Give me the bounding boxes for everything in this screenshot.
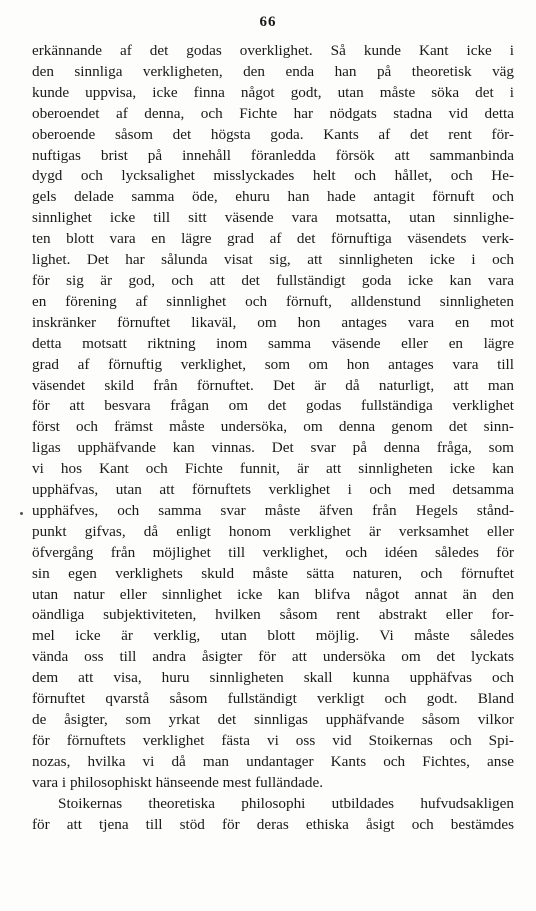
text-line: för sig är god, och att det fullständigt goda icke kan vara	[32, 271, 514, 289]
text-line: den sinnliga verkligheten, den enda han på theoretisk väg	[32, 62, 514, 80]
text-line: kunde uppvisa, icke finna något godt, utan måste söka det i	[32, 83, 514, 101]
text-line: punkt gifvas, då enligt honom verklighet är verksamhet eller	[32, 522, 514, 540]
text-line: grad af förnuftig verklighet, som om hon antages vara till	[32, 355, 514, 373]
text-line: en förening af sinnlighet och förnuft, alldenstund sinnligheten	[32, 292, 514, 310]
text-line: lighet. Det har sålunda visat sig, att sinnligheten icke i och	[32, 251, 514, 269]
text-line: vi hos Kant och Fichte funnit, är att sinnligheten icke kan	[32, 460, 514, 478]
text-line: förnuftet qvarstå såsom fullständigt verkligt och godt. Bland	[32, 690, 514, 708]
text-line: för förnuftets verklighet fästa vi oss vid Stoikernas och Spi-	[32, 731, 514, 749]
text-line: Stoikernas theoretiska philosophi utbildades hufvudsakligen	[58, 794, 514, 812]
text-line: ten blott vara en lägre grad af det förnuftiga väsendets verk-	[32, 230, 514, 248]
text-line: ligas upphäfvande kan vinnas. Det svar på denna fråga, som	[32, 439, 514, 457]
text-line: utan natur eller sinnlighet icke kan blifva något annat än den	[32, 585, 514, 603]
text-line: dem att visa, huru sinnligheten skall kunna upphäfvas och	[32, 669, 514, 687]
text-line: oändliga subjektiviteten, hvilken såsom rent abstrakt eller for-	[32, 606, 514, 624]
text-line: gels delade samma öde, ehuru han hade antagit förnuft och	[32, 188, 514, 206]
text-line: mel icke är verklig, utan blott möjlig. Vi måste således	[32, 627, 514, 645]
text-line: för att besvara frågan om det godas fullständiga verklighet	[32, 397, 514, 415]
margin-mark	[20, 512, 23, 515]
text-line: oberoendet af denna, och Fichte har nödgats stadna vid detta	[32, 104, 514, 122]
text-line: nuftigas brist på innehåll föranledda försök att sammanbinda	[32, 146, 514, 164]
text-line: vara i philosophiskt hänseende mest fulländade.	[32, 773, 324, 791]
text-line: öfvergång från möjlighet till verklighet, och idéen således för	[32, 543, 514, 561]
text-line: dygd och lycksalighet misslyckades helt och hållet, och He-	[32, 167, 514, 185]
text-line: inskränker förnuftet likaväl, om hon antages vara en mot	[32, 313, 514, 331]
text-line: nozas, hvilka vi då man undantager Kants och Fichtes, anse	[32, 752, 514, 770]
page-number: 66	[259, 14, 277, 30]
text-line: först och främst måste undersöka, om denna genom det sinn-	[32, 418, 514, 436]
text-line: sinnlighet icke till sitt väsende vara motsatta, utan sinnlighe-	[32, 209, 514, 227]
text-line: sin egen verklighets skuld måste sätta naturen, och förnuftet	[32, 564, 514, 582]
text-line: upphäfves, och samma svar måste äfven från Hegels stånd-	[32, 501, 514, 519]
text-line: vända oss till andra åsigter för att undersöka om det lyckats	[32, 648, 514, 666]
text-line: oberoende såsom det högsta goda. Kants af det rent för-	[32, 125, 514, 143]
text-line: erkännande af det godas overklighet. Så kunde Kant icke i	[32, 42, 514, 59]
text-line: upphäfvas, utan att förnuftets verklighet i och med detsamma	[32, 481, 514, 499]
text-line: väsendet skild från förnuftet. Det är då naturligt, att man	[32, 376, 514, 394]
text-line: för att tjena till stöd för deras ethiska åsigt och bestämdes	[32, 815, 514, 833]
text-line: detta motsatt riktning inom samma väsende eller en lägre	[32, 334, 514, 352]
body-text	[32, 41, 514, 835]
text-line: de åsigter, som yrkat det sinnligas upphäfvande såsom vilkor	[32, 711, 514, 728]
